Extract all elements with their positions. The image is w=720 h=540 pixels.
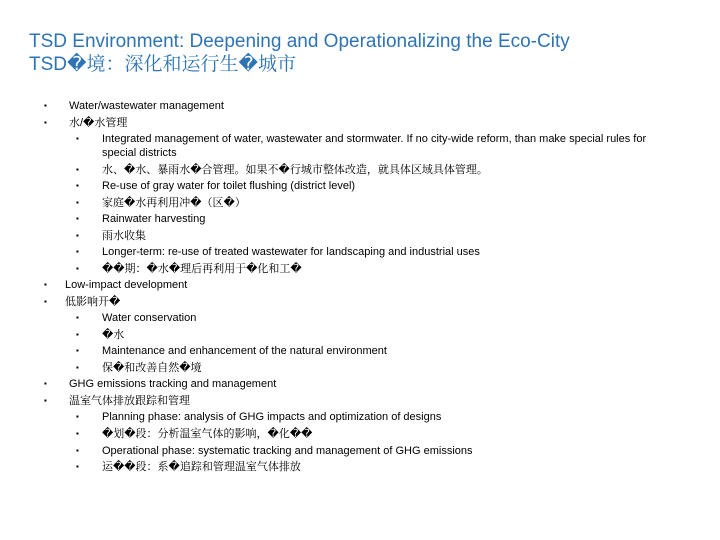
- bullet-icon: ▪: [76, 330, 79, 339]
- bullet-icon: ▪: [76, 198, 79, 207]
- bullet-icon: ▪: [44, 101, 47, 110]
- bullet-icon: ▪: [76, 214, 79, 223]
- bullet-icon: ▪: [76, 446, 79, 455]
- bullet-icon: ▪: [76, 363, 79, 372]
- bullet-icon: ▪: [76, 181, 79, 190]
- bullet-icon: ▪: [76, 247, 79, 256]
- title-line-english: TSD Environment: Deepening and Operationalizing the Eco-City: [29, 31, 570, 52]
- title-line-chinese: TSD�境：深化和运行生�城市: [29, 54, 296, 75]
- bullet-icon: ▪: [76, 134, 79, 143]
- bullet-icon: ▪: [76, 346, 79, 355]
- bullet-icon: ▪: [76, 231, 79, 240]
- bullet-icon: ▪: [44, 297, 47, 306]
- bullet-icon: ▪: [44, 379, 47, 388]
- bullet-icon: ▪: [76, 165, 79, 174]
- bullet-icon: ▪: [44, 118, 47, 127]
- bullet-icon: ▪: [76, 264, 79, 273]
- bullet-content: ▪ Water/wastewater management ▪ 水/�水管理 ▪ Integrated management of water, wastewater and stormwater. If no city-wide reform, than make special rules for special districts ▪ 水、�水、暴雨水�合管理。如果不�行城市整体改造，就具体区域具体管理。 ▪ Re-use of gray water for toilet flushing (district level) ▪ 家庭�水再利用冲�（区�） ▪ Rainwater harvesting ▪ 雨水收集 ▪ Longer-term: re-use of treated wastewater for landscaping and industrial uses ▪ ��期：�水�理后再利用于�化和工� ▪ Low-impact development ▪ 低影响开� ▪ Water conservation ▪ �水 ▪ Maintenance and enhancement of the natural environment ▪ 保�和改善自然�境 ▪ GHG emissions tracking and management ▪ 温室气体排放跟踪和管理 ▪ Planning phase: analysis of GHG impacts and optimization of designs ▪ �划�段：分析温室气体的影响，�化�� ▪ Operational phase: systematic tracking and management of GHG emissions ▪ 运��段：系�追踪和管理温室气体排放: [44, 100, 647, 473]
- bullet-icon: ▪: [44, 396, 47, 405]
- bullet-icon: ▪: [44, 280, 47, 289]
- bullet-icon: ▪: [76, 429, 79, 438]
- bullet-icon: ▪: [76, 313, 79, 322]
- bullet-icon: ▪: [76, 462, 79, 471]
- bullet-icon: ▪: [76, 412, 79, 421]
